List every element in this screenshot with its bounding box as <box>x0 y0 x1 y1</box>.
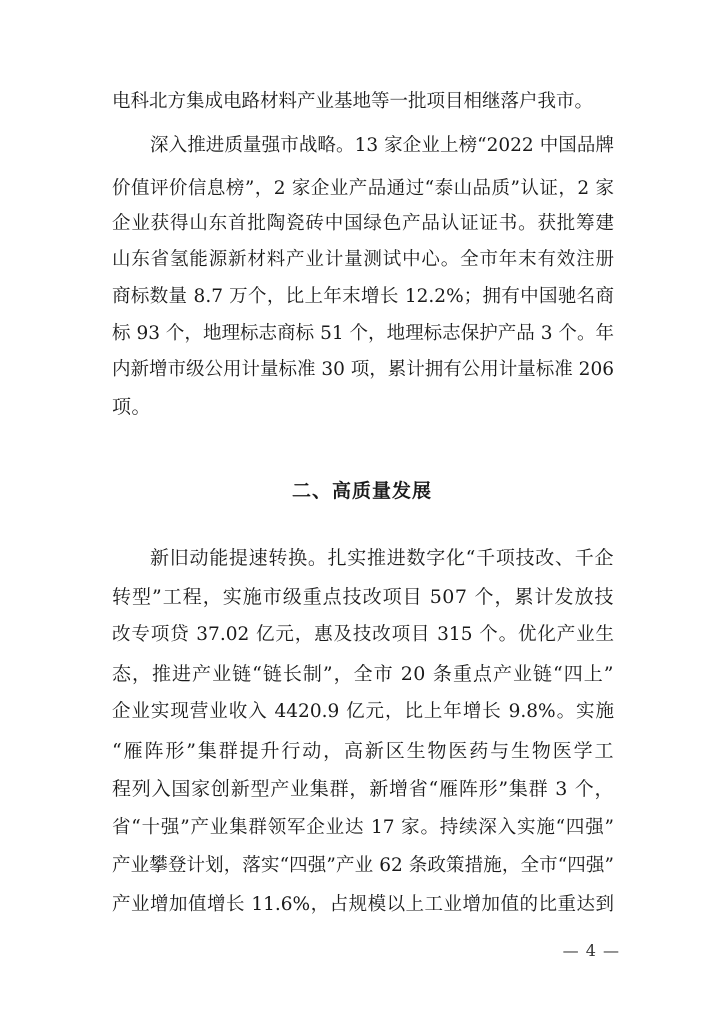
quality-paragraph-line-8: 项。 <box>112 396 152 418</box>
section2-paragraph-line-4: 态，推进产业链“链长制”，全市 20 条重点产业链“四上” <box>112 663 614 685</box>
quality-paragraph-line-6: 标 93 个，地理标志商标 51 个，地理标志保护产品 3 个。年 <box>112 323 614 344</box>
section2-paragraph-line-10: 产业增加值增长 11.6%，占规模以上工业增加值的比重达到 <box>112 894 614 915</box>
section2-paragraph-line-3: 改专项贷 37.02 亿元，惠及技改项目 315 个。优化产业生 <box>112 624 614 645</box>
quality-paragraph-line-1: 深入推进质量强市战略。13 家企业上榜“2022 中国品牌 <box>150 135 614 156</box>
page-number: — 4 — <box>562 941 620 960</box>
section2-paragraph-line-9: 产业攀登计划，落实“四强”产业 62 条政策措施，全市“四强” <box>112 855 614 876</box>
intro-line-1: 电科北方集成电路材料产业基地等一批项目相继落户我市。 <box>112 91 594 112</box>
quality-paragraph-line-5: 商标数量 8.7 万个，比上年末增长 12.2%；拥有中国驰名商 <box>112 286 614 307</box>
section2-paragraph-line-6: “雁阵形”集群提升行动，高新区生物医药与生物医学工 <box>112 740 614 762</box>
quality-paragraph-line-2: 价值评价信息榜”，2 家企业产品通过“泰山品质”认证，2 家 <box>112 178 614 199</box>
section2-paragraph-line-7: 程列入国家创新型产业集群，新增省“雁阵形”集群 3 个， <box>112 778 614 800</box>
section2-paragraph-line-8: 省“十强”产业集群领军企业达 17 家。持续深入实施“四强” <box>112 817 614 838</box>
section2-paragraph-line-1: 新旧动能提速转换。扎实推进数字化“千项技改、千企 <box>150 547 614 569</box>
section2-paragraph-line-2: 转型”工程，实施市级重点技改项目 507 个，累计发放技 <box>112 586 614 608</box>
section2-paragraph-line-5: 企业实现营业收入 4420.9 亿元，比上年增长 9.8%。实施 <box>112 701 614 722</box>
section-heading: 二、高质量发展 <box>291 480 432 502</box>
quality-paragraph-line-7: 内新增市级公用计量标准 30 项，累计拥有公用计量标准 206 <box>112 359 614 380</box>
quality-paragraph-line-4: 山东省氢能源新材料产业计量测试中心。全市年末有效注册 <box>112 249 614 270</box>
quality-paragraph-line-3: 企业获得山东首批陶瓷砖中国绿色产品认证证书。获批筹建 <box>112 213 614 234</box>
